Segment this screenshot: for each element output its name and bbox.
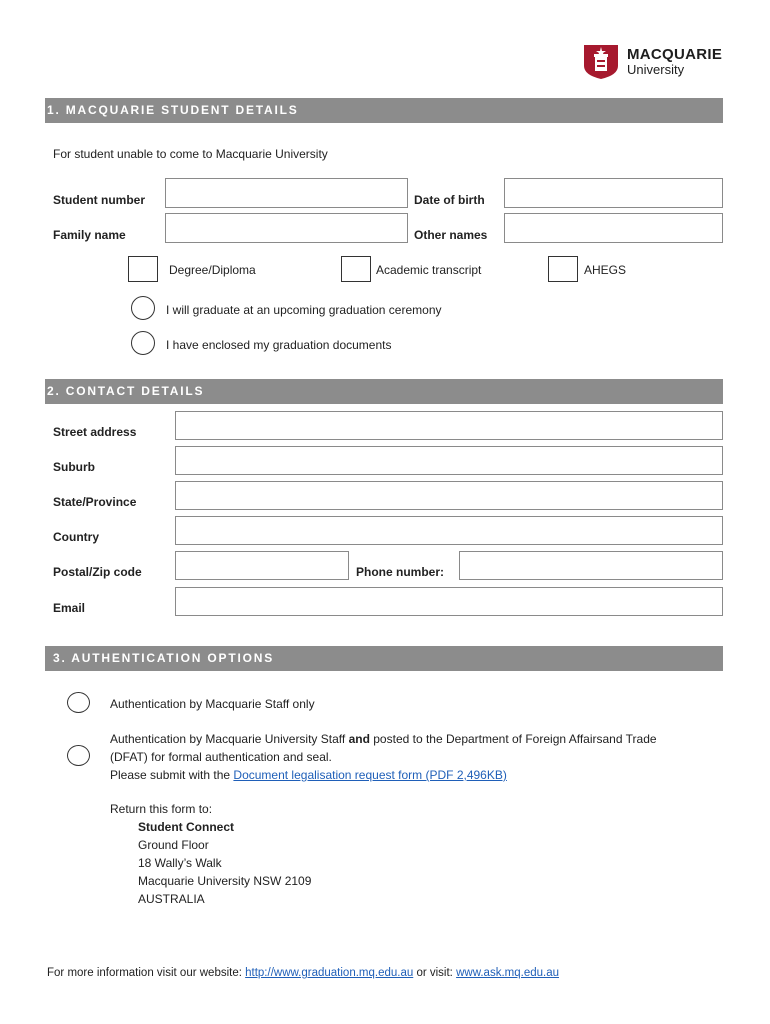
address-line-1: Student Connect (138, 820, 234, 834)
family-name-label: Family name (53, 228, 126, 242)
staff-only-radio[interactable] (67, 692, 90, 713)
phone-number-field[interactable] (459, 551, 723, 580)
section-header-text: 3. AUTHENTICATION OPTIONS (53, 651, 275, 665)
degree-diploma-checkbox[interactable] (128, 256, 158, 282)
graduate-ceremony-label: I will graduate at an upcoming graduation ceremony (166, 303, 442, 317)
suburb-field[interactable] (175, 446, 723, 475)
degree-diploma-label: Degree/Diploma (169, 263, 256, 277)
university-crest-icon (583, 44, 619, 80)
student-number-field[interactable] (165, 178, 408, 208)
dfat-option-line2: (DFAT) for formal authentication and seal. (110, 750, 332, 764)
address-line-3: 18 Wally’s Walk (138, 856, 222, 870)
postal-code-label: Postal/Zip code (53, 565, 142, 579)
footer (47, 967, 559, 979)
family-name-field[interactable] (165, 213, 408, 243)
other-names-field[interactable] (504, 213, 723, 243)
country-field[interactable] (175, 516, 723, 545)
email-field[interactable] (175, 587, 723, 616)
section-header-text: 1. MACQUARIE STUDENT DETAILS (47, 103, 299, 117)
ahegs-label: AHEGS (584, 263, 627, 277)
address-line-5: AUSTRALIA (138, 892, 205, 906)
address-line-4: Macquarie University NSW 2109 (138, 874, 312, 888)
date-of-birth-field[interactable] (504, 178, 723, 208)
section-header-student-details (45, 98, 723, 123)
document-legalisation-link[interactable]: Document legalisation request form (PDF 2,496KB) (233, 768, 507, 782)
phone-number-label: Phone number: (356, 565, 445, 579)
enclosed-documents-radio[interactable] (131, 331, 155, 355)
intro-text: For student unable to come to Macquarie University (53, 147, 328, 161)
other-names-label: Other names (414, 228, 488, 242)
ahegs-checkbox[interactable] (548, 256, 578, 282)
student-number-label: Student number (53, 193, 145, 207)
country-label: Country (53, 530, 99, 544)
postal-code-field[interactable] (175, 551, 349, 580)
dfat-authentication-radio[interactable] (67, 745, 90, 766)
submit-prefix: Please submit with the (110, 768, 234, 782)
logo-title: MACQUARIE (627, 46, 723, 63)
ask-website-link[interactable]: www.ask.mq.edu.au (456, 967, 559, 979)
staff-only-label: Authentication by Macquarie Staff only (110, 697, 315, 711)
submit-instruction (110, 768, 507, 782)
section-header-authentication-options (45, 646, 723, 671)
dfat-option-and: and (348, 732, 370, 746)
dfat-option-text-a: Authentication by Macquarie University Staff (110, 732, 349, 746)
street-address-field[interactable] (175, 411, 723, 440)
section-header-text: 2. CONTACT DETAILS (47, 384, 205, 398)
section-header-contact-details (45, 379, 723, 404)
graduate-ceremony-radio[interactable] (131, 296, 155, 320)
academic-transcript-label: Academic transcript (376, 263, 482, 277)
footer-prefix: For more information visit our website: (47, 967, 246, 979)
date-of-birth-label: Date of birth (414, 193, 485, 207)
footer-middle: or visit: (413, 967, 457, 979)
logo-subtitle: University (627, 62, 685, 77)
return-form-label: Return this form to: (110, 802, 213, 816)
dfat-option-line1 (110, 732, 657, 746)
street-address-label: Street address (53, 425, 137, 439)
graduation-website-link[interactable]: http://www.graduation.mq.edu.au (245, 967, 414, 979)
email-label: Email (53, 601, 86, 615)
address-line-2: Ground Floor (138, 838, 209, 852)
dfat-option-text-b: posted to the Department of Foreign Affairsand Trade (369, 732, 657, 746)
state-province-field[interactable] (175, 481, 723, 510)
enclosed-documents-label: I have enclosed my graduation documents (166, 338, 392, 352)
academic-transcript-checkbox[interactable] (341, 256, 371, 282)
suburb-label: Suburb (53, 460, 95, 474)
state-province-label: State/Province (53, 495, 137, 509)
